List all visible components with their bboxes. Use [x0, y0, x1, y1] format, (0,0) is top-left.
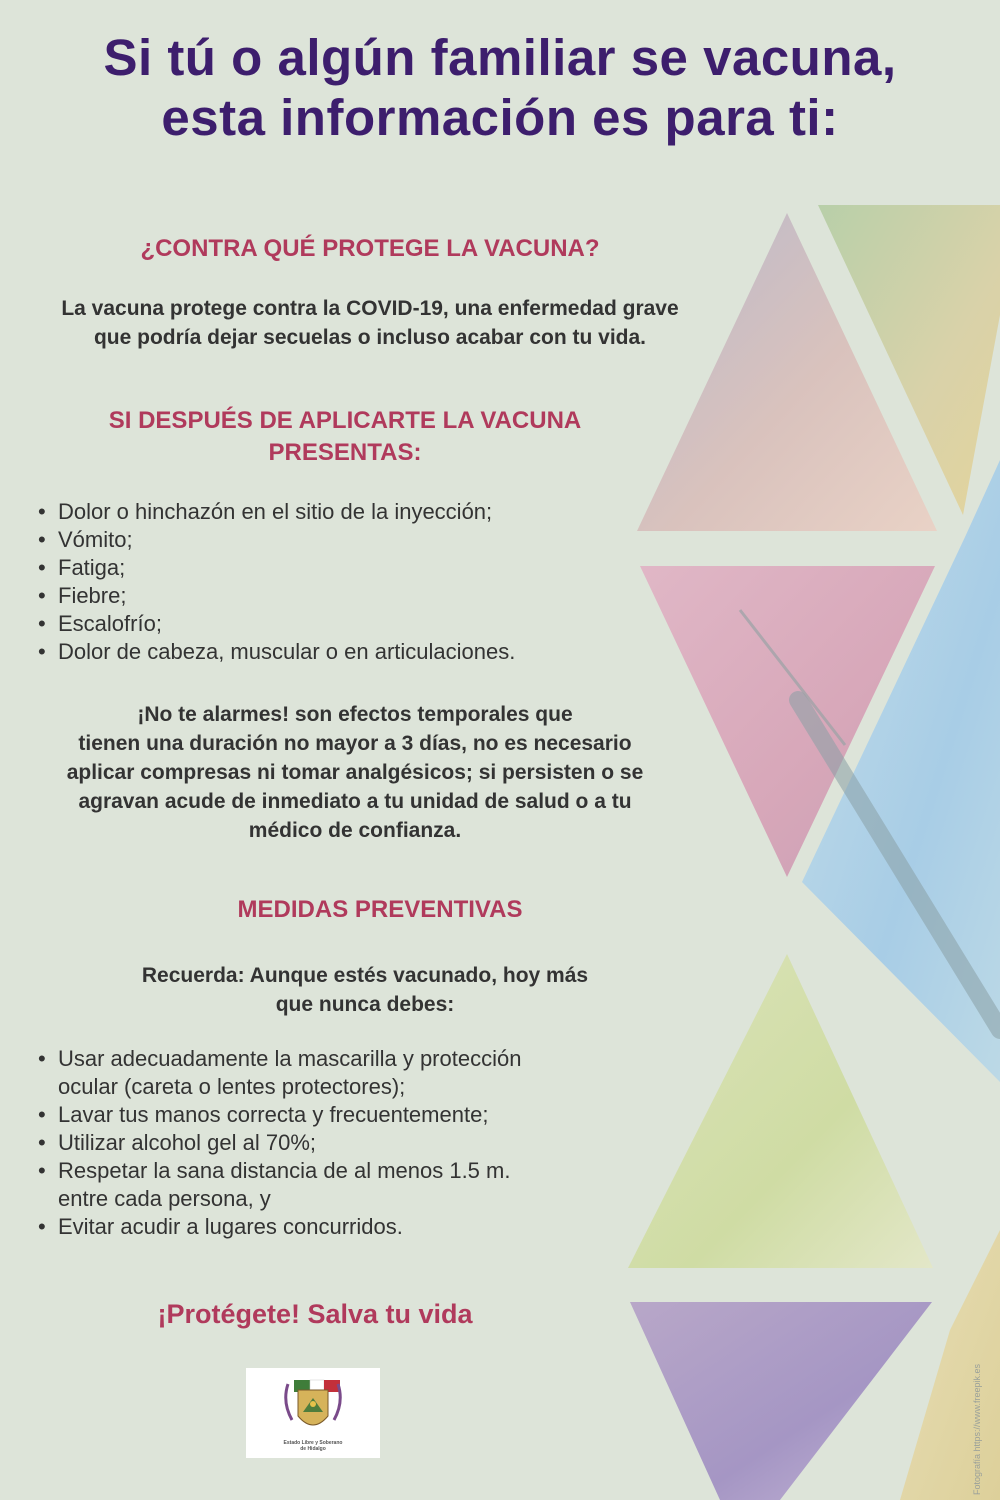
measure-item	[38, 1101, 638, 1129]
title-line-1: Si tú o algún familiar se vacuna,	[103, 29, 897, 86]
title-line-2: esta información es para ti:	[161, 89, 839, 146]
slogan: ¡Protégete! Salva tu vida	[157, 1299, 473, 1329]
symptom-item: • Fiebre;	[38, 582, 638, 610]
measure-item-line: entre cada persona, y	[58, 1186, 271, 1211]
heading-after-vaccine-line-1: SI DESPUÉS DE APLICARTE LA VACUNA	[108, 407, 582, 434]
heading-preventive-measures: MEDIDAS PREVENTIVAS	[237, 896, 523, 923]
measure-item	[38, 1157, 638, 1213]
symptom-note-line: tienen una duración no mayor a 3 días, no es necesario	[78, 732, 632, 755]
logo-caption-line-1: Estado Libre y Soberano	[283, 1440, 343, 1446]
measures-intro-line-2: que nunca debes:	[275, 993, 455, 1016]
symptom-item: • Dolor o hinchazón en el sitio de la inyección;	[38, 498, 638, 526]
page-title	[0, 28, 1000, 148]
symptom-item: • Fatiga;	[38, 554, 638, 582]
heading-what-protects: ¿CONTRA QUÉ PROTEGE LA VACUNA?	[140, 235, 600, 262]
logo-caption-line-2: de Hidalgo	[300, 1446, 326, 1452]
measure-item-line: • Evitar acudir a lugares concurridos.	[58, 1214, 403, 1239]
symptom-note-line: médico de confianza.	[248, 819, 462, 842]
measures-list	[38, 1045, 638, 1241]
photo-credit: Fotografía https://www.freepik.es	[972, 1363, 982, 1495]
measures-intro	[60, 961, 670, 1019]
heading-after-vaccine-line-2: PRESENTAS:	[268, 439, 422, 466]
measure-item-line: • Respetar la sana distancia de al menos 1.5 m.	[58, 1158, 511, 1183]
heading-after-vaccine	[40, 405, 650, 469]
measures-intro-line-1: Recuerda: Aunque estés vacunado, hoy más	[141, 964, 589, 987]
symptom-note-line: ¡No te alarmes! son efectos temporales que	[137, 703, 573, 726]
symptom-item: • Dolor de cabeza, muscular o en articulaciones.	[38, 638, 638, 666]
measure-item	[38, 1129, 638, 1157]
measure-item-line: • Utilizar alcohol gel al 70%;	[58, 1130, 317, 1155]
protects-text-line-2: que podría dejar secuelas o incluso acabar con tu vida.	[93, 326, 646, 349]
symptom-note	[20, 700, 690, 845]
protects-text	[10, 294, 730, 352]
symptom-item: • Escalofrío;	[38, 610, 638, 638]
measure-item	[38, 1213, 638, 1241]
measure-item-line: ocular (careta o lentes protectores);	[58, 1074, 406, 1099]
symptom-list	[38, 498, 638, 666]
logo-caption	[246, 1440, 380, 1452]
symptom-item: • Vómito;	[38, 526, 638, 554]
measure-item	[38, 1045, 638, 1101]
symptom-note-line: aplicar compresas ni tomar analgésicos; si persisten o se	[66, 761, 644, 784]
hidalgo-coat-of-arms-logo	[246, 1368, 380, 1458]
measure-item-line: • Lavar tus manos correcta y frecuentemente;	[58, 1102, 489, 1127]
symptom-note-line: agravan acude de inmediato a tu unidad de salud o a tu	[78, 790, 632, 813]
protects-text-line-1: La vacuna protege contra la COVID-19, una enfermedad grave	[61, 297, 679, 320]
measure-item-line: • Usar adecuadamente la mascarilla y protección	[58, 1046, 522, 1071]
